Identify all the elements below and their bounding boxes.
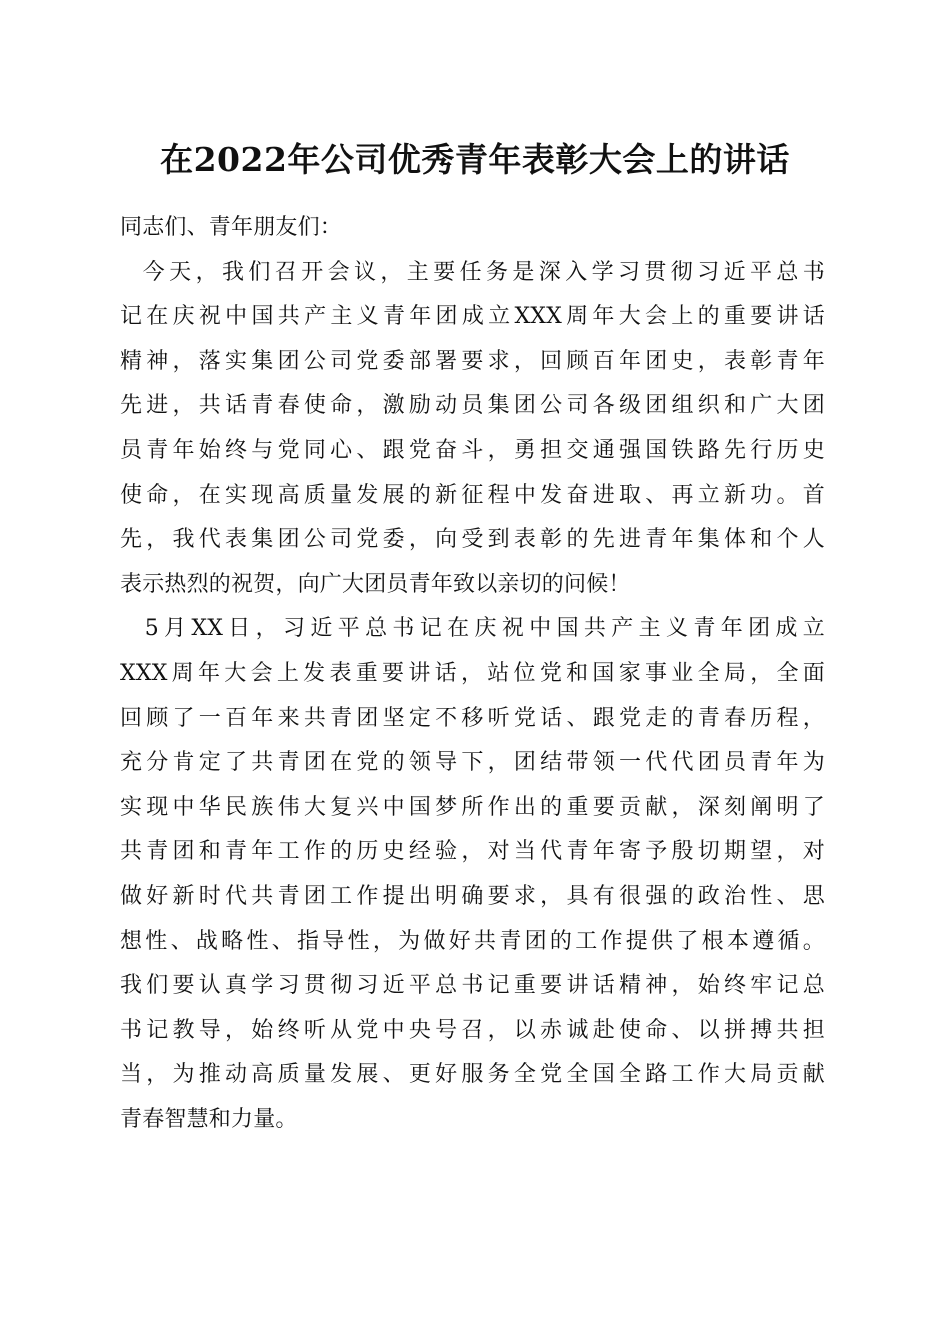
body-line: 想性、战略性、指导性，为做好共青团的工作提供了根本遵循。 xyxy=(120,928,825,954)
body-line: 我们要认真学习贯彻习近平总书记重要讲话精神，始终牢记总 xyxy=(120,973,825,999)
body-line: 精神，落实集团公司党委部署要求，回顾百年团史，表彰青年 xyxy=(120,348,825,374)
body-line: 先进，共话青春使命，激励动员集团公司各级团组织和广大团 xyxy=(120,393,825,419)
body-line: 充分肯定了共青团在党的领导下，团结带领一代代团员青年为 xyxy=(120,750,825,776)
body-line: 做好新时代共青团工作提出明确要求，具有很强的政治性、思 xyxy=(120,883,825,909)
body-line: 书记教导，始终听从党中央号召，以赤诚赴使命、以拼搏共担 xyxy=(120,1017,825,1043)
body-line: 员青年始终与党同心、跟党奋斗，勇担交通强国铁路先行历史 xyxy=(120,437,825,463)
body-line: 表示热烈的祝贺，向广大团员青年致以亲切的问候！ xyxy=(120,571,631,597)
salutation-line: 同志们、青年朋友们： xyxy=(120,215,343,240)
body-line: 实现中华民族伟大复兴中国梦所作出的重要贡献，深刻阐明了 xyxy=(120,794,825,820)
document-body xyxy=(120,206,825,1142)
body-line: 青春智慧和力量。 xyxy=(120,1106,298,1132)
body-line: 今天，我们召开会议，主要任务是深入学习贯彻习近平总书 xyxy=(120,259,825,285)
body-line: 先，我代表集团公司党委，向受到表彰的先进青年集体和个人 xyxy=(120,527,825,553)
body-line: 记在庆祝中国共产主义青年团成立XXX周年大会上的重要讲话 xyxy=(120,304,825,330)
body-line: 回顾了一百年来共青团坚定不移听党话、跟党走的青春历程， xyxy=(120,705,825,731)
body-line: 使命，在实现高质量发展的新征程中发奋进取、再立新功。首 xyxy=(120,482,825,508)
body-line: XXX周年大会上发表重要讲话，站位党和国家事业全局，全面 xyxy=(120,660,825,686)
document-title: 在2022年公司优秀青年表彰大会上的讲话 xyxy=(160,140,790,179)
body-line: 当，为推动高质量发展、更好服务全党全国全路工作大局贡献 xyxy=(120,1062,825,1088)
body-line: 5月XX日，习近平总书记在庆祝中国共产主义青年团成立 xyxy=(120,616,825,642)
body-line: 共青团和青年工作的历史经验，对当代青年寄予殷切期望，对 xyxy=(120,839,825,865)
